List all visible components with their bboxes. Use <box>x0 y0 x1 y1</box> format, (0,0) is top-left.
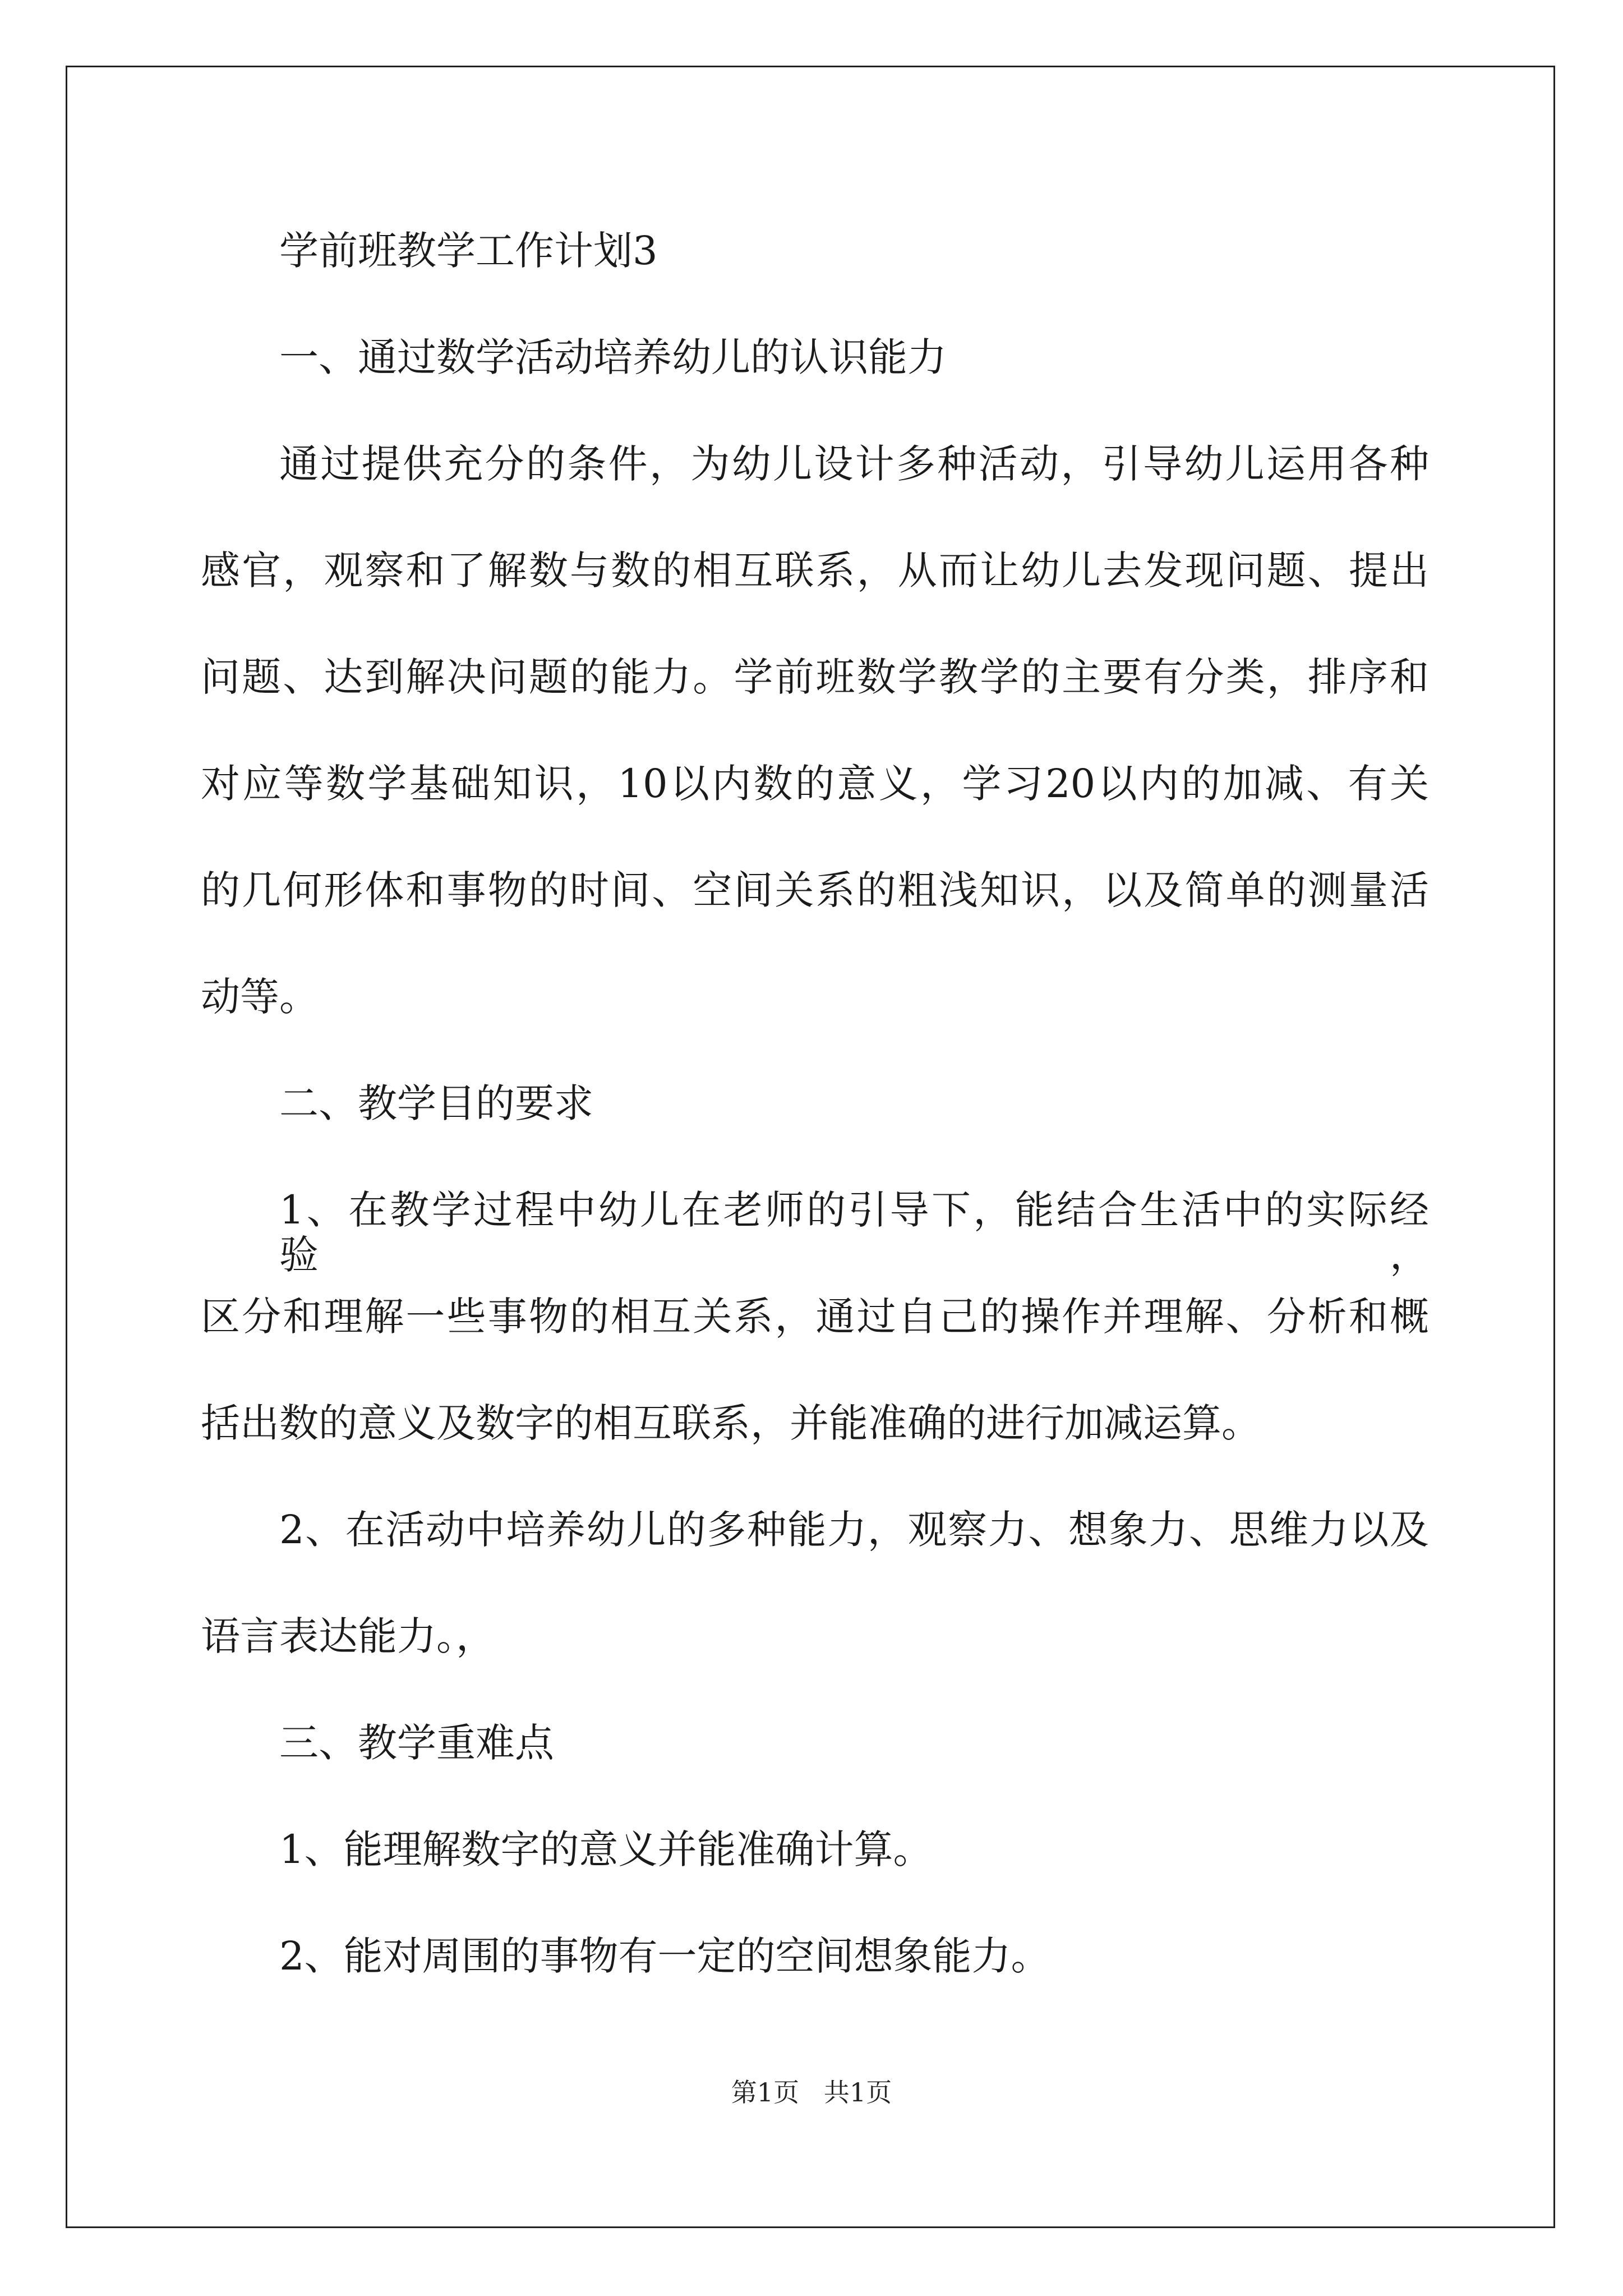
document-title: 学前班教学工作计划3 <box>279 228 658 274</box>
section-heading-3: 三、教学重难点 <box>279 1720 554 1766</box>
list-item: 2、能对周围的事物有一定的空间想象能力。 <box>279 1933 1050 1979</box>
section-heading-2: 二、教学目的要求 <box>279 1080 593 1126</box>
paragraph-line: 语言表达能力。， <box>201 1613 495 1659</box>
paragraph-line: 1、在教学过程中幼儿在老师的引导下，能结合生活中的实际经验， <box>279 1187 1429 1278</box>
paragraph-line: 感官，观察和了解数与数的相互联系，从而让幼儿去发现问题、提出 <box>201 547 1429 593</box>
paragraph-line: 问题、达到解决问题的能力。学前班数学教学的主要有分类，排序和 <box>201 654 1429 700</box>
paragraph-line: 括出数的意义及数字的相互联系，并能准确的进行加减运算。 <box>201 1400 1261 1446</box>
list-item: 1、能理解数字的意义并能准确计算。 <box>279 1826 933 1872</box>
page-footer: 第1页 共1页 <box>731 2077 892 2108</box>
paragraph-line: 动等。 <box>201 974 319 1020</box>
page-border <box>66 66 1555 2228</box>
paragraph-line: 区分和理解一些事物的相互关系，通过自己的操作并理解、分析和概 <box>201 1294 1429 1340</box>
paragraph-line: 对应等数学基础知识，10以内数的意义，学习20以内的加减、有关 <box>201 761 1429 807</box>
section-heading-1: 一、通过数学活动培养幼儿的认识能力 <box>279 334 947 380</box>
paragraph-line: 通过提供充分的条件，为幼儿设计多种活动，引导幼儿运用各种 <box>279 441 1429 487</box>
paragraph-line: 2、在活动中培养幼儿的多种能力，观察力、想象力、思维力以及 <box>279 1507 1429 1553</box>
paragraph-line: 的几何形体和事物的时间、空间关系的粗浅知识，以及简单的测量活 <box>201 867 1429 913</box>
